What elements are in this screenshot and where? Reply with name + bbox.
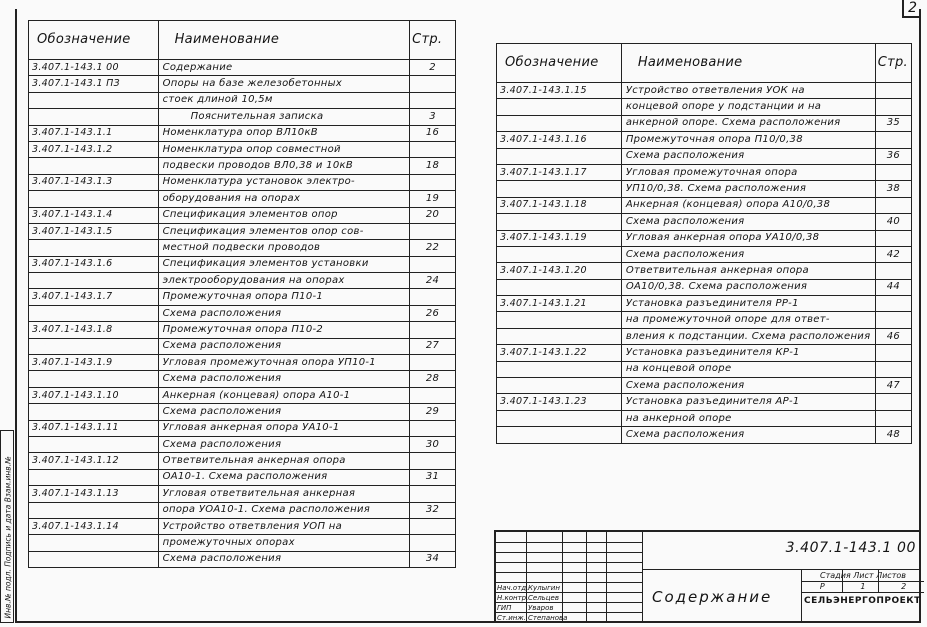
row-name: Схема расположения: [621, 378, 875, 394]
row-designation: 3.407.1-143.1.17: [497, 164, 622, 180]
signature-name: Сельцев: [528, 594, 559, 602]
row-page: 2: [410, 60, 456, 76]
row-name: Содержание: [158, 60, 410, 76]
table-row: [29, 502, 456, 518]
row-page: [410, 486, 456, 502]
row-page: 47: [875, 378, 911, 394]
table-row: [497, 345, 912, 361]
row-designation: 3.407.1-143.1 ПЗ: [29, 76, 159, 92]
row-name: концевой опоре у подстанции и на: [621, 99, 875, 115]
contents-table-left: [28, 20, 456, 568]
row-name: Номенклатура опор ВЛ10кВ: [158, 125, 410, 141]
row-name: Установка разъединителя АР-1: [621, 394, 875, 410]
row-page: [875, 410, 911, 426]
row-name: ОА10/0,38. Схема расположения: [621, 279, 875, 295]
row-page: [410, 174, 456, 190]
row-page: [875, 99, 911, 115]
table-row: [29, 535, 456, 551]
table-row: [29, 518, 456, 534]
table-row: [29, 158, 456, 174]
row-designation: 3.407.1-143.1.6: [29, 256, 159, 272]
row-designation: [29, 158, 159, 174]
row-designation: 3.407.1-143.1.3: [29, 174, 159, 190]
row-page: 24: [410, 273, 456, 289]
row-designation: 3.407.1-143.1.2: [29, 141, 159, 157]
row-name: УП10/0,38. Схема расположения: [621, 181, 875, 197]
row-designation: 3.407.1-143.1.19: [497, 230, 622, 246]
table-row: [497, 312, 912, 328]
row-page: [410, 535, 456, 551]
row-designation: [29, 338, 159, 354]
row-designation: 3.407.1-143.1.15: [497, 83, 622, 99]
row-page: [875, 312, 911, 328]
row-page: [410, 223, 456, 239]
row-designation: 3.407.1-143.1.8: [29, 322, 159, 338]
signature-role: ГИП: [497, 604, 512, 612]
row-name: Промежуточная опора П10-2: [158, 322, 410, 338]
row-page: [875, 132, 911, 148]
row-name: электрооборудования на опорах: [158, 273, 410, 289]
table-row: [29, 240, 456, 256]
row-name: Спецификация элементов опор сов-: [158, 223, 410, 239]
row-name: Схема расположения: [158, 338, 410, 354]
table-row: [497, 246, 912, 262]
row-name: Схема расположения: [158, 305, 410, 321]
table-row: [497, 197, 912, 213]
row-designation: [497, 181, 622, 197]
header-designation: Обозначение: [497, 44, 622, 83]
row-name: Схема расположения: [621, 214, 875, 230]
row-name: Номенклатура опор совместной: [158, 141, 410, 157]
row-designation: [497, 378, 622, 394]
row-name: Установка разъединителя РР-1: [621, 296, 875, 312]
row-page: 31: [410, 469, 456, 485]
document-code: 3.407.1-143.1 00: [785, 540, 916, 556]
table-row: [497, 164, 912, 180]
row-page: 27: [410, 338, 456, 354]
row-page: [875, 164, 911, 180]
row-designation: 3.407.1-143.1.23: [497, 394, 622, 410]
row-page: 35: [875, 115, 911, 131]
row-name: Спецификация элементов опор: [158, 207, 410, 223]
row-name: Схема расположения: [158, 404, 410, 420]
row-designation: [29, 240, 159, 256]
organization-name: СЕЛЬЭНЕРГОПРОЕКТ: [804, 596, 921, 606]
row-name: Спецификация элементов установки: [158, 256, 410, 272]
table-row: [497, 181, 912, 197]
row-designation: [29, 535, 159, 551]
row-name: Схема расположения: [621, 427, 875, 443]
row-designation: [497, 410, 622, 426]
table-row: [29, 404, 456, 420]
table-row: [497, 214, 912, 230]
row-designation: [29, 502, 159, 518]
table-row: [29, 486, 456, 502]
table-row: [497, 230, 912, 246]
row-name: Схема расположения: [621, 246, 875, 262]
row-name: Схема расположения: [158, 436, 410, 452]
row-page: [410, 518, 456, 534]
row-page: [410, 256, 456, 272]
row-name: вления к подстанции. Схема расположения: [621, 328, 875, 344]
row-page: [875, 345, 911, 361]
row-designation: [497, 312, 622, 328]
table-row: [29, 469, 456, 485]
row-designation: [29, 404, 159, 420]
row-designation: 3.407.1-143.1.10: [29, 387, 159, 403]
row-page: [410, 355, 456, 371]
header-page: Стр.: [875, 44, 911, 83]
row-name: местной подвески проводов: [158, 240, 410, 256]
table-row: [29, 141, 456, 157]
table-row: [29, 453, 456, 469]
row-designation: 3.407.1-143.1.1: [29, 125, 159, 141]
table-row: [29, 420, 456, 436]
row-page: [875, 296, 911, 312]
table-row: [29, 273, 456, 289]
row-designation: 3.407.1-143.1.22: [497, 345, 622, 361]
row-designation: 3.407.1-143.1.14: [29, 518, 159, 534]
table-row: [29, 109, 456, 125]
row-name: Опоры на базе железобетонных: [158, 76, 410, 92]
row-designation: 3.407.1-143.1.20: [497, 263, 622, 279]
contents-table-right: [496, 43, 912, 444]
row-page: 18: [410, 158, 456, 174]
table-row: [29, 322, 456, 338]
row-designation: 3.407.1-143.1.7: [29, 289, 159, 305]
table-row: [497, 427, 912, 443]
row-name: опора УОА10-1. Схема расположения: [158, 502, 410, 518]
row-page: [875, 263, 911, 279]
signature-grid: [496, 532, 642, 623]
header-designation: Обозначение: [29, 21, 159, 60]
row-designation: 3.407.1-143.1.11: [29, 420, 159, 436]
table-row: [497, 132, 912, 148]
row-designation: 3.407.1-143.1.5: [29, 223, 159, 239]
row-page: 36: [875, 148, 911, 164]
row-designation: 3.407.1-143.1.4: [29, 207, 159, 223]
row-name: на анкерной опоре: [621, 410, 875, 426]
table-header: [497, 44, 912, 83]
table-row: [29, 338, 456, 354]
row-name: Угловая ответвительная анкерная: [158, 486, 410, 502]
row-name: Промежуточная опора П10/0,38: [621, 132, 875, 148]
table-row: [29, 551, 456, 567]
table-row: [497, 296, 912, 312]
row-name: Устройство ответвления УОК на: [621, 83, 875, 99]
row-name: Ответвительная анкерная опора: [158, 453, 410, 469]
row-page: 20: [410, 207, 456, 223]
row-name: Устройство ответвления УОП на: [158, 518, 410, 534]
table-row: [497, 263, 912, 279]
row-page: [410, 322, 456, 338]
table-row: [29, 223, 456, 239]
table-row: [497, 394, 912, 410]
row-page: [875, 83, 911, 99]
row-page: 3: [410, 109, 456, 125]
row-page: 16: [410, 125, 456, 141]
table-row: [29, 371, 456, 387]
row-name: стоек длиной 10,5м: [158, 92, 410, 108]
row-name: Пояснительная записка: [158, 109, 410, 125]
row-page: 48: [875, 427, 911, 443]
table-row: [29, 60, 456, 76]
signature-role: Ст.инж.: [497, 614, 526, 622]
row-name: Номенклатура установок электро-: [158, 174, 410, 190]
row-name: Угловая промежуточная опора: [621, 164, 875, 180]
signature-row: [496, 612, 642, 623]
row-designation: 3.407.1-143.1.13: [29, 486, 159, 502]
row-name: на концевой опоре: [621, 361, 875, 377]
signature-name: Степанова: [528, 614, 568, 622]
row-page: 40: [875, 214, 911, 230]
row-designation: [497, 427, 622, 443]
row-name: Угловая анкерная опора УА10/0,38: [621, 230, 875, 246]
row-designation: [497, 246, 622, 262]
row-page: [410, 92, 456, 108]
row-name: Анкерная (концевая) опора А10-1: [158, 387, 410, 403]
row-designation: [29, 273, 159, 289]
header-name: Наименование: [158, 21, 410, 60]
row-page: [410, 453, 456, 469]
row-designation: [29, 371, 159, 387]
row-page: [875, 230, 911, 246]
table-row: [29, 387, 456, 403]
signature-name: Уваров: [528, 604, 554, 612]
row-designation: 3.407.1-143.1.12: [29, 453, 159, 469]
row-page: [875, 361, 911, 377]
table-row: [29, 289, 456, 305]
row-designation: 3.407.1-143.1.9: [29, 355, 159, 371]
row-page: 44: [875, 279, 911, 295]
title-block: [494, 530, 921, 623]
row-designation: [29, 92, 159, 108]
page-number: 2: [902, 0, 921, 18]
row-page: [875, 197, 911, 213]
row-designation: [497, 328, 622, 344]
stage-header: Стадия Лист Листов: [820, 571, 906, 580]
row-page: [410, 289, 456, 305]
table-row: [497, 410, 912, 426]
row-page: 32: [410, 502, 456, 518]
table-row: [29, 92, 456, 108]
table-row: [29, 256, 456, 272]
row-page: [875, 394, 911, 410]
table-row: [497, 378, 912, 394]
row-name: Промежуточная опора П10-1: [158, 289, 410, 305]
row-page: 42: [875, 246, 911, 262]
row-page: 30: [410, 436, 456, 452]
row-page: [410, 420, 456, 436]
row-designation: [497, 214, 622, 230]
table-row: [497, 279, 912, 295]
row-designation: 3.407.1-143.1.18: [497, 197, 622, 213]
header-page: Стр.: [410, 21, 456, 60]
table-row: [29, 125, 456, 141]
row-designation: [29, 436, 159, 452]
row-page: 19: [410, 191, 456, 207]
row-page: 38: [875, 181, 911, 197]
table-row: [29, 76, 456, 92]
signature-role: Н.контр.: [497, 594, 529, 602]
header-name: Наименование: [621, 44, 875, 83]
row-designation: 3.407.1-143.1 00: [29, 60, 159, 76]
row-designation: [29, 191, 159, 207]
row-name: Установка разъединителя КР-1: [621, 345, 875, 361]
table-row: [497, 361, 912, 377]
row-name: Угловая промежуточная опора УП10-1: [158, 355, 410, 371]
side-stamp-label: Инв.№ подл. Подпись и дата Взам.инв.№: [3, 456, 13, 619]
row-designation: [29, 305, 159, 321]
table-row: [29, 174, 456, 190]
row-page: [410, 387, 456, 403]
row-name: Анкерная (концевая) опора А10/0,38: [621, 197, 875, 213]
table-row: [29, 207, 456, 223]
row-designation: [497, 115, 622, 131]
row-designation: 3.407.1-143.1.21: [497, 296, 622, 312]
row-page: 46: [875, 328, 911, 344]
row-page: [410, 141, 456, 157]
table-row: [497, 115, 912, 131]
row-name: Схема расположения: [158, 371, 410, 387]
row-designation: 3.407.1-143.1.16: [497, 132, 622, 148]
stage-values: Р 1 2: [819, 582, 907, 591]
table-row: [497, 83, 912, 99]
table-row: [497, 328, 912, 344]
table-row: [29, 436, 456, 452]
row-designation: [29, 109, 159, 125]
row-page: 28: [410, 371, 456, 387]
row-designation: [497, 361, 622, 377]
row-name: оборудования на опорах: [158, 191, 410, 207]
row-designation: [497, 99, 622, 115]
row-designation: [497, 148, 622, 164]
table-row: [29, 305, 456, 321]
row-page: 29: [410, 404, 456, 420]
table-header: [29, 21, 456, 60]
row-designation: [497, 279, 622, 295]
row-name: Схема расположения: [621, 148, 875, 164]
row-designation: [29, 469, 159, 485]
row-name: подвески проводов ВЛ0,38 и 10кВ: [158, 158, 410, 174]
row-name: Схема расположения: [158, 551, 410, 567]
row-name: Ответвительная анкерная опора: [621, 263, 875, 279]
table-row: [497, 99, 912, 115]
row-name: промежуточных опорах: [158, 535, 410, 551]
row-page: 26: [410, 305, 456, 321]
row-name: на промежуточной опоре для ответ-: [621, 312, 875, 328]
signature-role: Нач.отд.: [497, 584, 529, 592]
signature-name: Кулыгин: [528, 584, 560, 592]
sheet-title: Содержание: [652, 588, 773, 606]
row-name: ОА10-1. Схема расположения: [158, 469, 410, 485]
row-page: 22: [410, 240, 456, 256]
row-page: [410, 76, 456, 92]
side-stamp-strip: [0, 430, 14, 623]
row-name: анкерной опоре. Схема расположения: [621, 115, 875, 131]
row-name: Угловая анкерная опора УА10-1: [158, 420, 410, 436]
table-row: [497, 148, 912, 164]
table-row: [29, 191, 456, 207]
table-row: [29, 355, 456, 371]
row-designation: [29, 551, 159, 567]
row-page: 34: [410, 551, 456, 567]
